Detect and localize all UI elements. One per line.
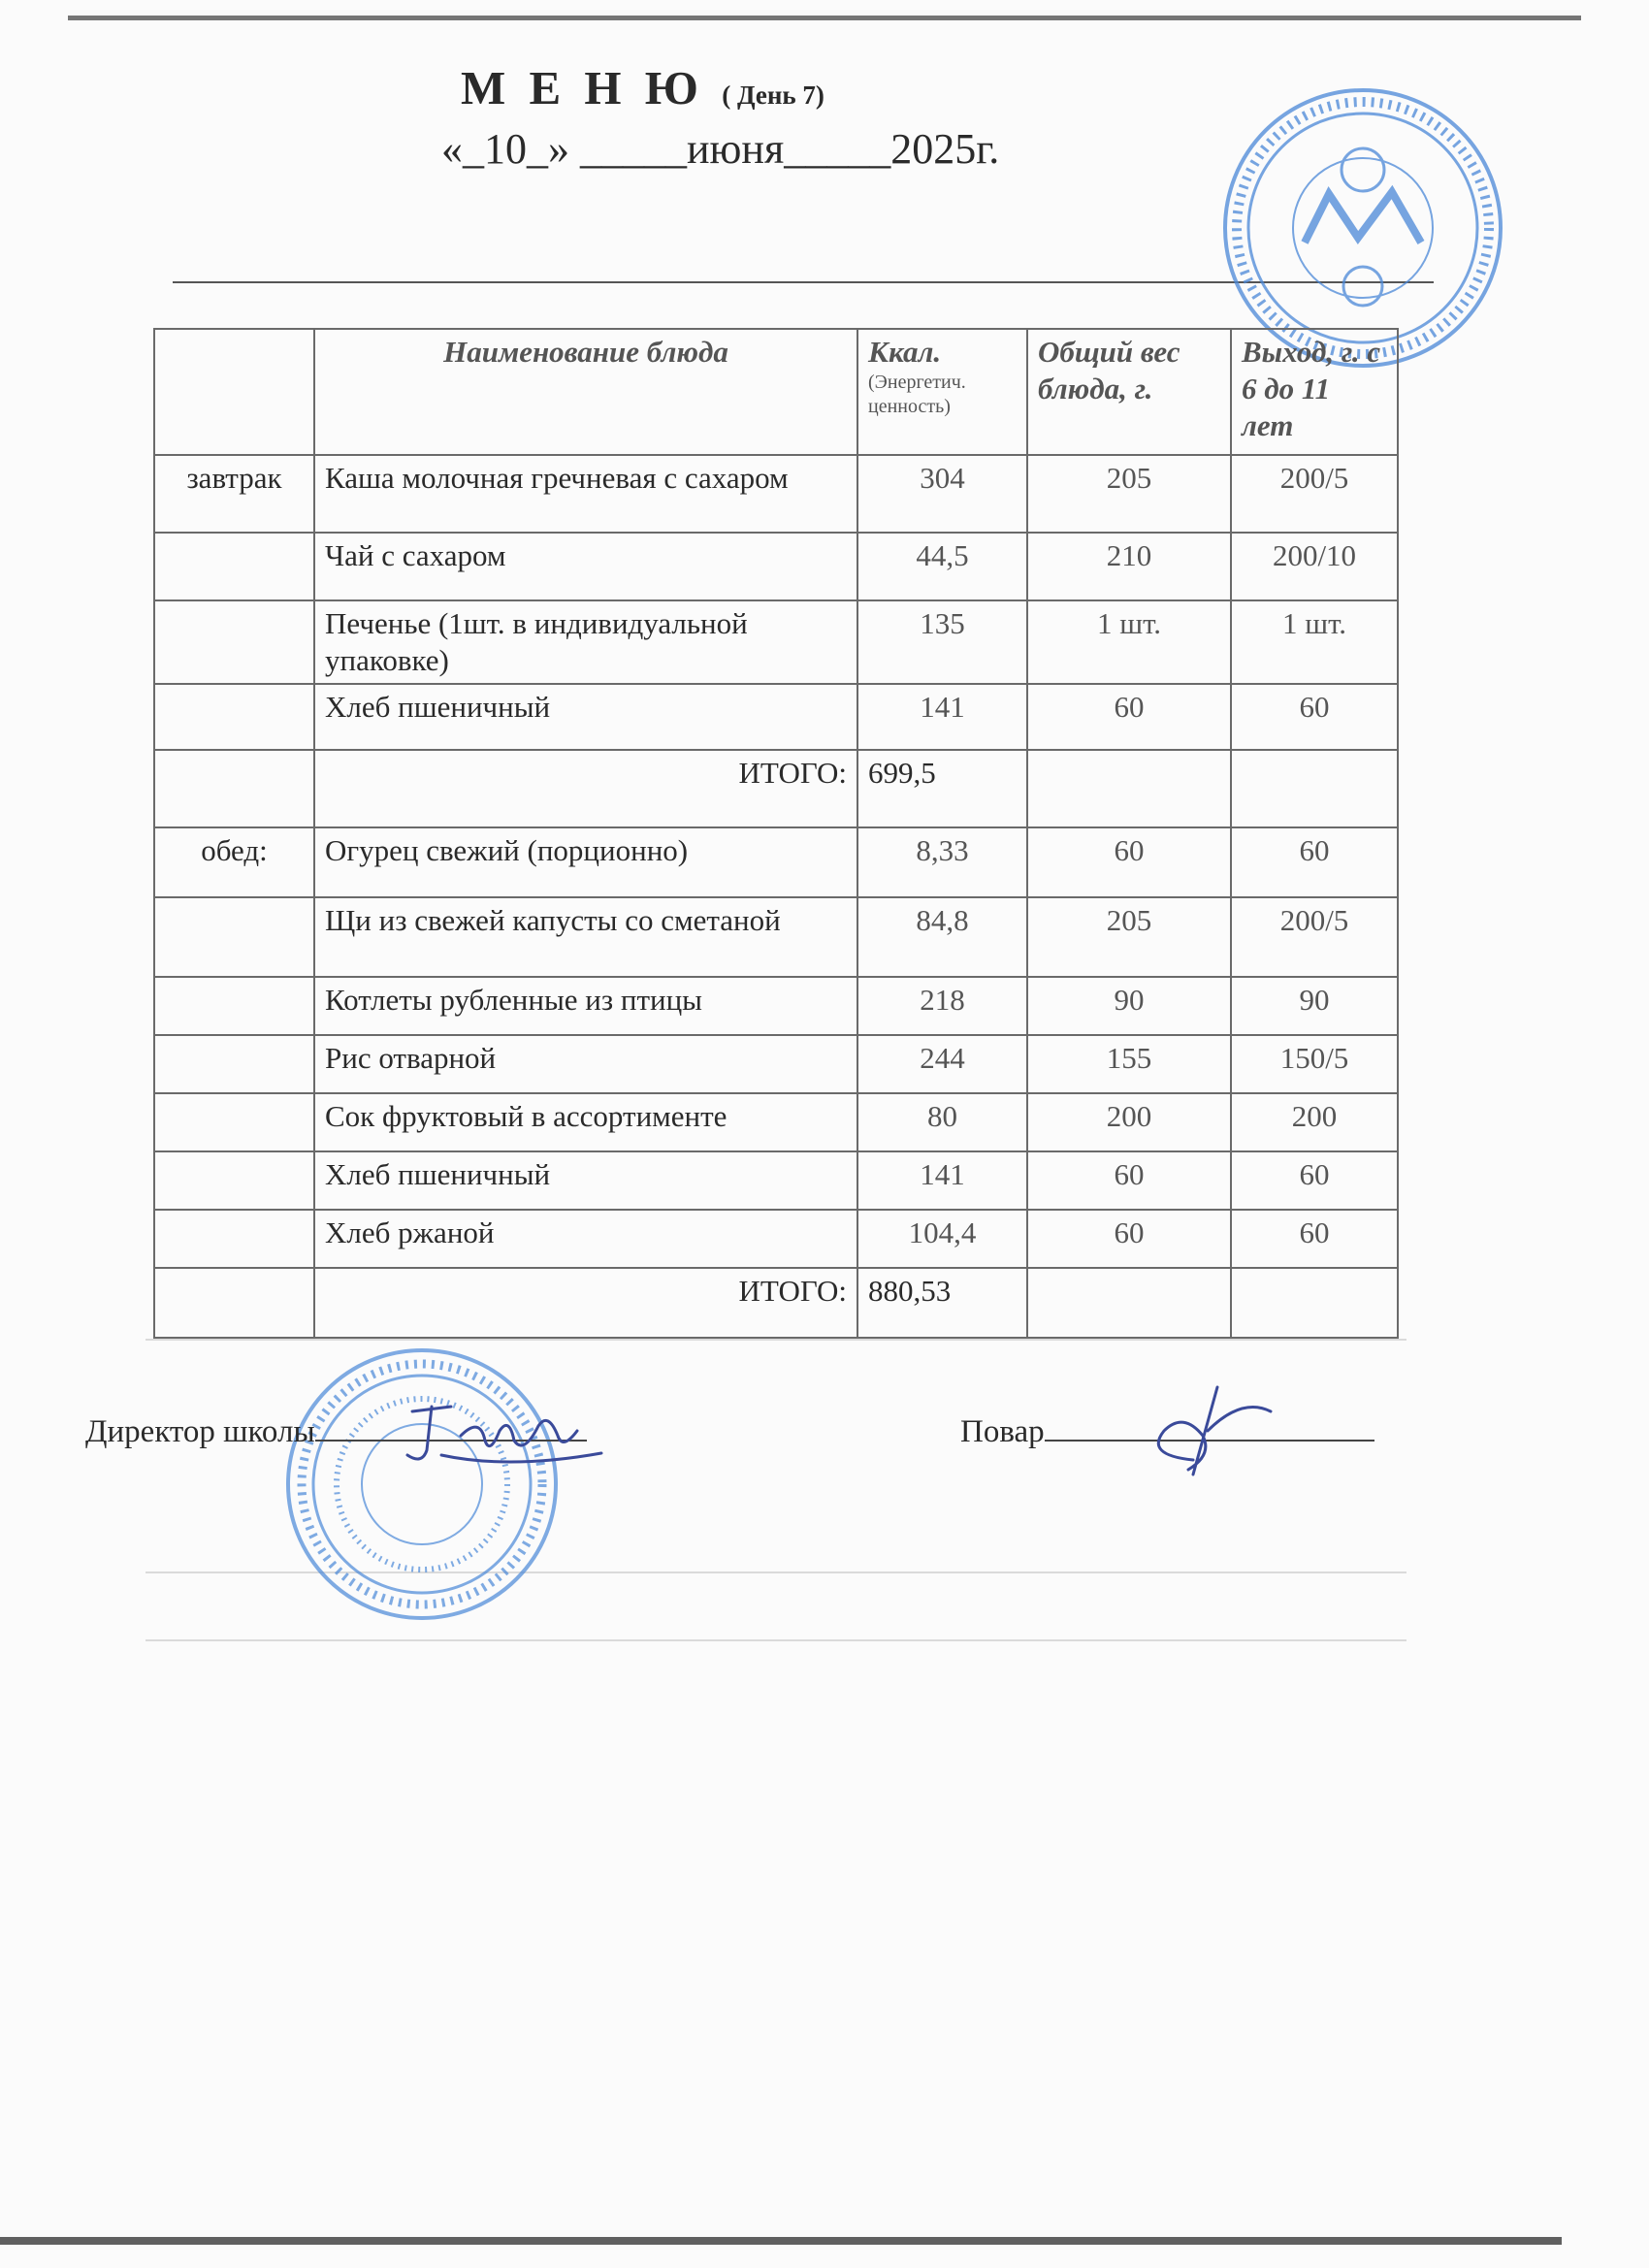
dish-weight: 60 (1027, 1210, 1231, 1268)
dish-name: Хлеб пшеничный (314, 684, 857, 750)
dish-yield: 60 (1231, 827, 1398, 897)
meal-cell (154, 1210, 314, 1268)
dish-yield: 200/5 (1231, 455, 1398, 533)
cook-signature-icon (1135, 1377, 1290, 1484)
empty-cell (1027, 1268, 1231, 1338)
table-header-row (154, 329, 1398, 455)
header-kcal (857, 329, 1027, 455)
breakfast-total-label: ИТОГО: (314, 750, 857, 827)
table-row (154, 1035, 1398, 1093)
dish-name: Щи из свежей капусты со сметаной (314, 897, 857, 977)
header-yield: Выход, г. с 6 до 11 лет (1231, 329, 1398, 455)
director-signature-icon (393, 1397, 616, 1474)
dish-kcal: 44,5 (857, 533, 1027, 600)
dish-kcal: 84,8 (857, 897, 1027, 977)
meal-label-breakfast: завтрак (154, 455, 314, 533)
dish-weight: 205 (1027, 455, 1231, 533)
header-kcal-label: Ккал. (868, 335, 942, 369)
meal-label-lunch: обед: (154, 827, 314, 897)
header-meal-cell (154, 329, 314, 455)
dish-kcal: 141 (857, 1151, 1027, 1210)
dish-name: Каша молочная гречневая с сахаром (314, 455, 857, 533)
dish-weight: 205 (1027, 897, 1231, 977)
director-label: Директор школы (85, 1414, 315, 1449)
title-text: М Е Н Ю (461, 61, 704, 114)
dish-kcal: 135 (857, 600, 1027, 684)
menu-table (153, 328, 1399, 1339)
meal-cell (154, 684, 314, 750)
dish-yield: 60 (1231, 684, 1398, 750)
dish-weight: 200 (1027, 1093, 1231, 1151)
table-row (154, 827, 1398, 897)
meal-cell (154, 1035, 314, 1093)
breakfast-total-row (154, 750, 1398, 827)
empty-cell (1231, 1268, 1398, 1338)
dish-yield: 60 (1231, 1210, 1398, 1268)
dish-yield: 150/5 (1231, 1035, 1398, 1093)
meal-cell (154, 1093, 314, 1151)
header-dish-name: Наименование блюда (314, 329, 857, 455)
table-row (154, 977, 1398, 1035)
dish-yield: 60 (1231, 1151, 1398, 1210)
table-row (154, 1210, 1398, 1268)
dish-kcal: 141 (857, 684, 1027, 750)
scan-edge-top (68, 16, 1581, 20)
header-kcal-sub: (Энергетич. ценность) (868, 372, 966, 417)
lunch-total-row (154, 1268, 1398, 1338)
bleed-through-line (146, 1639, 1406, 1641)
table-row (154, 1093, 1398, 1151)
dish-kcal: 8,33 (857, 827, 1027, 897)
dish-name: Печенье (1шт. в индивидуальной упаковке) (314, 600, 857, 684)
dish-weight: 60 (1027, 827, 1231, 897)
meal-cell (154, 750, 314, 827)
dish-name: Хлеб ржаной (314, 1210, 857, 1268)
header-weight: Общий вес блюда, г. (1027, 329, 1231, 455)
table-row (154, 533, 1398, 600)
scan-edge-bottom (0, 2237, 1562, 2245)
table-row (154, 600, 1398, 684)
dish-weight: 155 (1027, 1035, 1231, 1093)
table-row (154, 455, 1398, 533)
dish-weight: 60 (1027, 684, 1231, 750)
meal-cell (154, 897, 314, 977)
meal-cell (154, 1268, 314, 1338)
empty-cell (1027, 750, 1231, 827)
dish-yield: 200/10 (1231, 533, 1398, 600)
dish-name: Котлеты рубленные из птицы (314, 977, 857, 1035)
dish-name: Хлеб пшеничный (314, 1151, 857, 1210)
dish-kcal: 218 (857, 977, 1027, 1035)
dish-yield: 200 (1231, 1093, 1398, 1151)
page-title (461, 60, 824, 115)
dish-name: Огурец свежий (порционно) (314, 827, 857, 897)
dish-kcal: 304 (857, 455, 1027, 533)
dish-yield: 200/5 (1231, 897, 1398, 977)
table-row (154, 1151, 1398, 1210)
lunch-total-value: 880,53 (857, 1268, 1027, 1338)
dish-weight: 90 (1027, 977, 1231, 1035)
meal-cell (154, 600, 314, 684)
menu-date: «_10_» _____июня_____2025г. (441, 125, 1000, 173)
title-day: ( День 7) (722, 81, 824, 110)
dish-weight: 60 (1027, 1151, 1231, 1210)
dish-yield: 90 (1231, 977, 1398, 1035)
dish-kcal: 244 (857, 1035, 1027, 1093)
meal-cell (154, 533, 314, 600)
dish-name: Рис отварной (314, 1035, 857, 1093)
dish-name: Чай с сахаром (314, 533, 857, 600)
table-row (154, 684, 1398, 750)
lunch-total-label: ИТОГО: (314, 1268, 857, 1338)
cook-label: Повар (960, 1414, 1045, 1449)
meal-cell (154, 977, 314, 1035)
dish-yield: 1 шт. (1231, 600, 1398, 684)
dish-kcal: 80 (857, 1093, 1027, 1151)
table-row (154, 897, 1398, 977)
breakfast-total-value: 699,5 (857, 750, 1027, 827)
dish-kcal: 104,4 (857, 1210, 1027, 1268)
dish-weight: 1 шт. (1027, 600, 1231, 684)
meal-cell (154, 1151, 314, 1210)
dish-name: Сок фруктовый в ассортименте (314, 1093, 857, 1151)
dish-weight: 210 (1027, 533, 1231, 600)
school-stamp-icon (276, 1339, 567, 1630)
empty-cell (1231, 750, 1398, 827)
